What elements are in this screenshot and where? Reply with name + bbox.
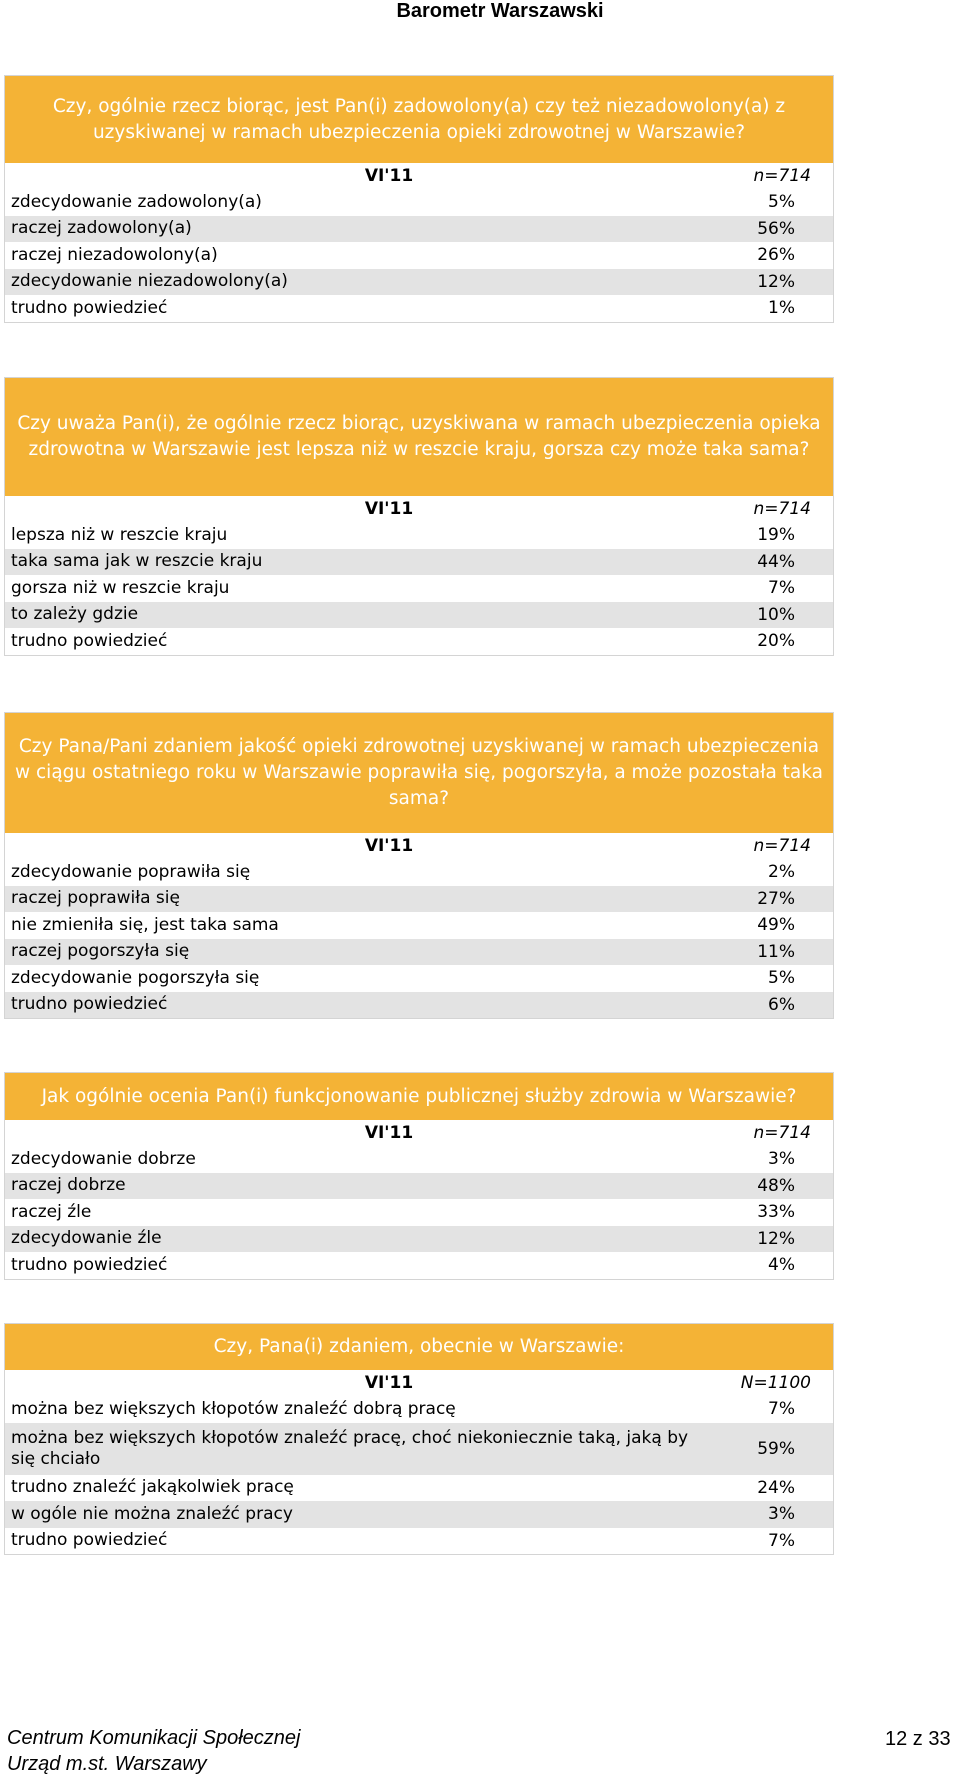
survey-table bbox=[4, 1072, 834, 1280]
table-row bbox=[5, 628, 833, 655]
row-value: 3% bbox=[768, 1149, 795, 1170]
table-row bbox=[5, 602, 833, 629]
question-header: Czy, Pana(i) zdaniem, obecnie w Warszawie: bbox=[5, 1324, 833, 1370]
row-label: raczej pogorszyła się bbox=[11, 941, 190, 962]
table-body bbox=[5, 1146, 833, 1279]
survey-table bbox=[4, 75, 834, 323]
row-value: 33% bbox=[757, 1202, 795, 1223]
row-label: raczej poprawiła się bbox=[11, 888, 180, 909]
row-value: 7% bbox=[768, 1399, 795, 1420]
table-row bbox=[5, 1501, 833, 1528]
table-row bbox=[5, 1199, 833, 1226]
row-value: 4% bbox=[768, 1255, 795, 1276]
row-value: 7% bbox=[768, 1530, 795, 1551]
row-value: 49% bbox=[757, 915, 795, 936]
row-label: zdecydowanie niezadowolony(a) bbox=[11, 271, 288, 292]
table-header bbox=[5, 496, 833, 522]
row-value: 12% bbox=[757, 271, 795, 292]
row-value: 19% bbox=[757, 525, 795, 546]
row-label: trudno powiedzieć bbox=[11, 630, 168, 651]
row-value: 11% bbox=[757, 941, 795, 962]
row-value: 20% bbox=[757, 631, 795, 652]
row-label: trudno znaleźć jakąkolwiek pracę bbox=[11, 1477, 294, 1498]
row-value: 2% bbox=[768, 862, 795, 883]
table-body bbox=[5, 1396, 833, 1554]
row-label: można bez większych kłopotów znaleźć dobrą pracę bbox=[11, 1398, 456, 1419]
wave-label: VI'11 bbox=[364, 499, 414, 519]
row-value: 48% bbox=[757, 1175, 795, 1196]
table-row bbox=[5, 269, 833, 296]
table-row bbox=[5, 939, 833, 966]
wave-label: VI'11 bbox=[364, 1123, 414, 1143]
row-label: lepsza niż w reszcie kraju bbox=[11, 524, 228, 545]
row-label: zdecydowanie źle bbox=[11, 1228, 162, 1249]
row-value: 12% bbox=[757, 1228, 795, 1249]
row-label: zdecydowanie dobrze bbox=[11, 1148, 196, 1169]
table-row bbox=[5, 189, 833, 216]
footer-line-1: Centrum Komunikacji Społecznej bbox=[7, 1727, 301, 1749]
row-label: to zależy gdzie bbox=[11, 604, 139, 625]
row-label: trudno powiedzieć bbox=[11, 994, 168, 1015]
row-value: 1% bbox=[768, 298, 795, 319]
table-row bbox=[5, 242, 833, 269]
table-row bbox=[5, 1396, 833, 1423]
wave-label: VI'11 bbox=[364, 166, 414, 186]
page-title: Barometr Warszawski bbox=[396, 0, 604, 22]
row-value: 27% bbox=[757, 888, 795, 909]
row-value: 3% bbox=[768, 1504, 795, 1525]
table-row bbox=[5, 1252, 833, 1279]
row-value: 7% bbox=[768, 578, 795, 599]
table-row bbox=[5, 1423, 833, 1475]
footer-organization bbox=[7, 1725, 300, 1777]
row-label: raczej niezadowolony(a) bbox=[11, 244, 218, 265]
table-row bbox=[5, 1226, 833, 1253]
table-row bbox=[5, 912, 833, 939]
sample-size: N=1100 bbox=[740, 1373, 811, 1393]
table-row bbox=[5, 1173, 833, 1200]
row-label: gorsza niż w reszcie kraju bbox=[11, 577, 230, 598]
table-body bbox=[5, 189, 833, 322]
table-row bbox=[5, 216, 833, 243]
row-value: 5% bbox=[768, 192, 795, 213]
table-row bbox=[5, 1528, 833, 1555]
wave-label: VI'11 bbox=[364, 836, 414, 856]
row-value: 59% bbox=[757, 1438, 795, 1459]
row-label: zdecydowanie pogorszyła się bbox=[11, 967, 260, 988]
table-row bbox=[5, 1146, 833, 1173]
table-body bbox=[5, 859, 833, 1018]
row-label: raczej dobrze bbox=[11, 1175, 126, 1196]
survey-table bbox=[4, 377, 834, 656]
page-number: 12 z 33 bbox=[885, 1728, 951, 1750]
table-header bbox=[5, 1370, 833, 1396]
question-header: Jak ogólnie ocenia Pan(i) funkcjonowanie publicznej służby zdrowia w Warszawie? bbox=[5, 1073, 833, 1120]
row-label: zdecydowanie poprawiła się bbox=[11, 861, 251, 882]
table-row bbox=[5, 992, 833, 1019]
footer-line-2: Urząd m.st. Warszawy bbox=[7, 1753, 207, 1775]
question-header: Czy, ogólnie rzecz biorąc, jest Pan(i) zadowolony(a) czy też niezadowolony(a) z uzyskiwanej w ramach ubezpieczenia opieki zdrowotnej w Warszawie? bbox=[5, 76, 833, 163]
table-body bbox=[5, 522, 833, 655]
table-row bbox=[5, 1475, 833, 1502]
sample-size: n=714 bbox=[753, 1123, 811, 1143]
row-value: 5% bbox=[768, 968, 795, 989]
table-header bbox=[5, 833, 833, 859]
table-header bbox=[5, 1120, 833, 1146]
row-value: 44% bbox=[757, 551, 795, 572]
table-row bbox=[5, 549, 833, 576]
table-header bbox=[5, 163, 833, 189]
question-header: Czy Pana/Pani zdaniem jakość opieki zdrowotnej uzyskiwanej w ramach ubezpieczenia w ciągu ostatniego roku w Warszawie poprawiła się, pogorszyła, a może pozostała taka sama? bbox=[5, 713, 833, 833]
row-label: nie zmieniła się, jest taka sama bbox=[11, 914, 279, 935]
table-row bbox=[5, 575, 833, 602]
row-label: trudno powiedzieć bbox=[11, 297, 168, 318]
row-value: 24% bbox=[757, 1477, 795, 1498]
row-value: 10% bbox=[757, 604, 795, 625]
survey-table bbox=[4, 712, 834, 1019]
row-label: raczej źle bbox=[11, 1201, 92, 1222]
survey-table bbox=[4, 1323, 834, 1555]
question-header: Czy uważa Pan(i), że ogólnie rzecz biorąc, uzyskiwana w ramach ubezpieczenia opieka zdrowotna w Warszawie jest lepsza niż w reszcie kraju, gorsza czy może taka sama? bbox=[5, 378, 833, 496]
table-row bbox=[5, 295, 833, 322]
row-label: raczej zadowolony(a) bbox=[11, 218, 192, 239]
table-row bbox=[5, 522, 833, 549]
row-value: 56% bbox=[757, 218, 795, 239]
row-label: w ogóle nie można znaleźć pracy bbox=[11, 1503, 293, 1524]
sample-size: n=714 bbox=[753, 836, 811, 856]
row-label: taka sama jak w reszcie kraju bbox=[11, 551, 263, 572]
wave-label: VI'11 bbox=[364, 1373, 414, 1393]
row-label: trudno powiedzieć bbox=[11, 1254, 168, 1275]
row-label: można bez większych kłopotów znaleźć pracę, choć niekoniecznie taką, jaką by się chciało bbox=[11, 1427, 689, 1469]
sample-size: n=714 bbox=[753, 499, 811, 519]
row-label: trudno powiedzieć bbox=[11, 1530, 168, 1551]
table-row bbox=[5, 965, 833, 992]
row-value: 26% bbox=[757, 245, 795, 266]
table-row bbox=[5, 886, 833, 913]
sample-size: n=714 bbox=[753, 166, 811, 186]
row-value: 6% bbox=[768, 994, 795, 1015]
table-row bbox=[5, 859, 833, 886]
row-label: zdecydowanie zadowolony(a) bbox=[11, 191, 262, 212]
